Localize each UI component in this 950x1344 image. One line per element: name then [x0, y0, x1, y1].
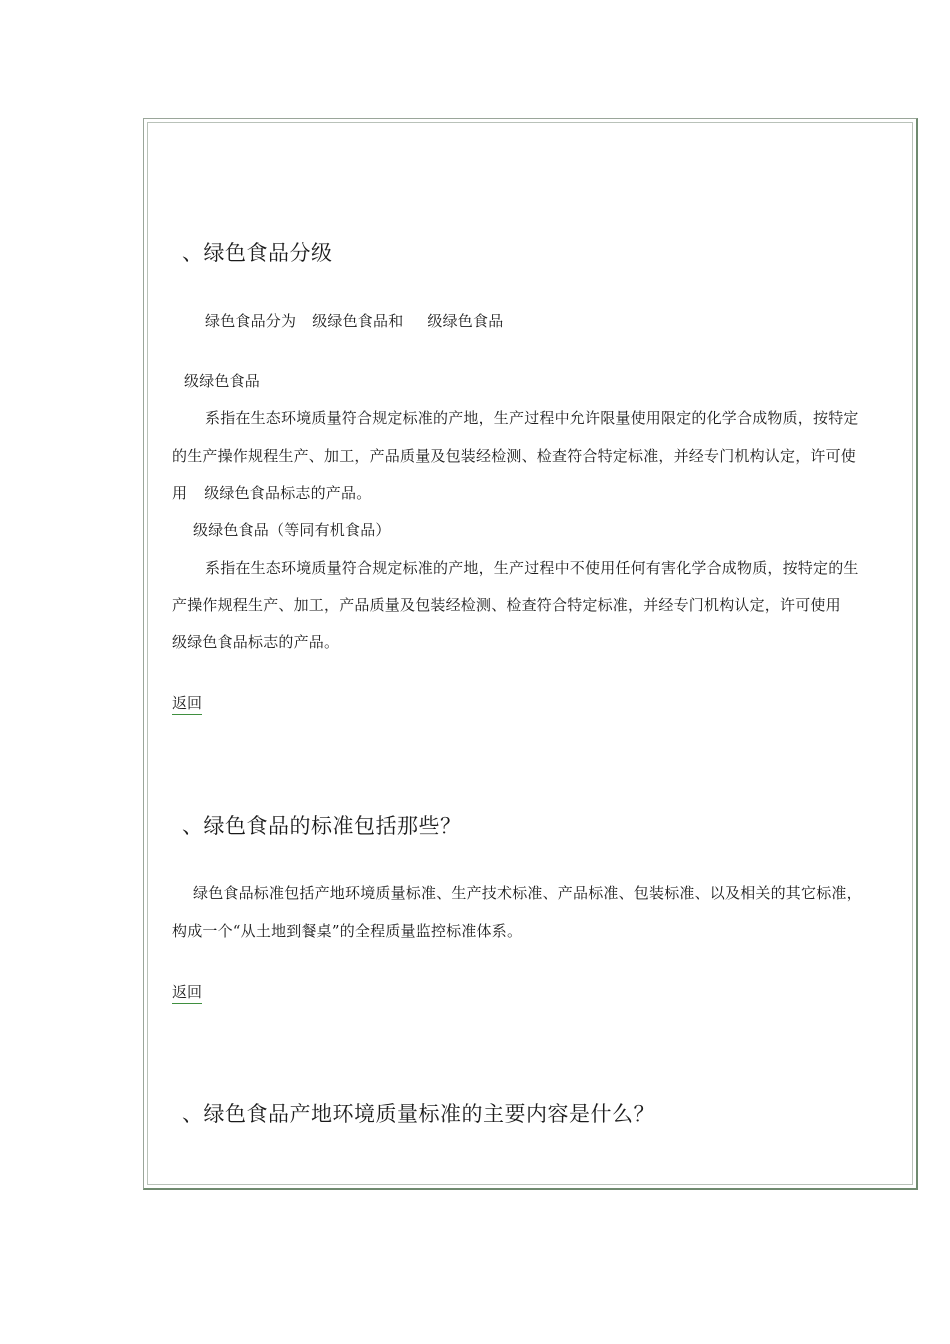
- intro-part-2: 级绿色食品和: [312, 312, 404, 330]
- grade-a-line-1: 系指在生态环境质量符合规定标准的产地，生产过程中允许限量使用限定的化学合成物质，按特定: [205, 409, 859, 427]
- grade-a-line-3a: 用: [172, 484, 188, 502]
- section-2-heading: 、绿色食品的标准包括那些？: [182, 814, 462, 838]
- section-3-heading: 、绿色食品产地环境质量标准的主要内容是什么？: [182, 1102, 655, 1126]
- intro-part-3: 级绿色食品: [427, 312, 504, 330]
- section-2-line-2: 构成一个“从土地到餐桌”的全程质量监控标准体系。: [172, 922, 523, 940]
- intro-part-1: 绿色食品分为: [205, 312, 297, 330]
- grade-aa-line-3: 级绿色食品标志的产品。: [172, 633, 340, 651]
- grade-aa-title: 级绿色食品（等同有机食品）: [193, 521, 391, 539]
- content-frame: [143, 118, 918, 1190]
- grade-a-line-2: 的生产操作规程生产、加工，产品质量及包装经检测、检查符合特定标准，并经专门机构认定，许可使: [172, 447, 857, 465]
- section-1-intro: [205, 311, 503, 331]
- back-link-2[interactable]: 返回: [172, 981, 202, 1004]
- section-1-heading: 、绿色食品分级: [182, 241, 333, 265]
- section-2-line-1: 绿色食品标准包括产地环境质量标准、生产技术标准、产品标准、包装标准、以及相关的其它标准，: [193, 884, 862, 902]
- back-link-1[interactable]: 返回: [172, 692, 202, 715]
- grade-aa-line-2: 产操作规程生产、加工，产品质量及包装经检测、检查符合特定标准，并经专门机构认定，许可使用: [172, 596, 841, 614]
- grade-a-line-3b: 级绿色食品标志的产品。: [204, 484, 372, 502]
- grade-a-line-3: [172, 483, 371, 503]
- content-frame-inner: [147, 122, 913, 1185]
- grade-a-title: 级绿色食品: [184, 372, 261, 390]
- grade-aa-line-1: 系指在生态环境质量符合规定标准的产地，生产过程中不使用任何有害化学合成物质，按特定的生: [205, 559, 859, 577]
